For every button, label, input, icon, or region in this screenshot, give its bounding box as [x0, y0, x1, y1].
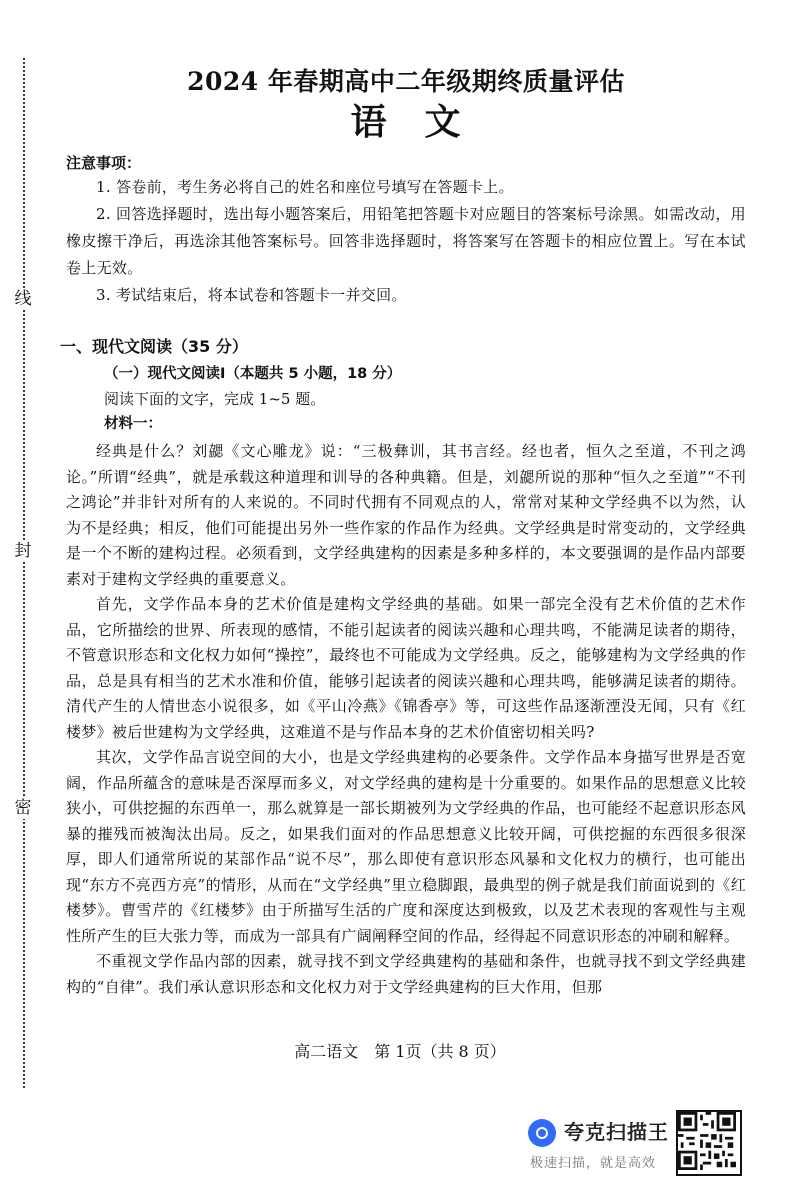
page-footer: 高二语文 第 1页（共 8 页） — [294, 1042, 506, 1061]
reading-instruction: 阅读下面的文字，完成 1~5 题。 — [104, 390, 326, 408]
passage-paragraph: 经典是什么？刘勰《文心雕龙》说：“三极彝训，其书言经。经也者，恒久之至道，不刊之鸿论。”所谓“经典”，就是承载这种道理和训导的各种典籍。但是，刘勰所说的那种“恒久之至道”“不刊之鸿论”并非针对所有的人来说的。不同时代拥有不同观点的人，常常对某种文学经典不以为然，认为不是经典；相反，他们可能提出另外一些作家的作品作为经典。文学经典是时常变动的，文学经典是一个不断的建构过程。必须看到，文学经典建构的因素是多种多样的，本文要强调的是作品内部要素对于建构文学经典的重要意义。 — [66, 442, 746, 588]
passage — [66, 439, 746, 1000]
reading-section — [60, 333, 746, 1000]
quark-logo-icon — [528, 1119, 556, 1147]
watermark-app-name: 夸克扫描王 — [564, 1120, 669, 1144]
passage-paragraph: 不重视文学作品内部的因素，就寻找不到文学经典建构的基础和条件，也就寻找不到文学经典建构的“自律”。我们承认意识形态和文化权力对于文学经典建构的巨大作用，但那 — [66, 952, 746, 996]
subject-title: 语 文 — [350, 101, 462, 143]
note-item: 2. 回答选择题时，选出每小题答案后，用铅笔把答题卡对应题目的答案标号涂黑。如需改动，用橡皮擦干净后，再选涂其他答案标号。回答非选择题时，将答案写在答题卡的相应位置上。写在本试卷上无效。 — [66, 205, 746, 277]
note-item: 3. 考试结束后，将本试卷和答题卡一并交回。 — [96, 286, 407, 304]
material-label: 材料一： — [104, 416, 162, 432]
notes-section — [66, 152, 746, 309]
notes-heading: 注意事项： — [66, 154, 142, 172]
passage-paragraph: 首先，文学作品本身的艺术价值是建构文学经典的基础。如果一部完全没有艺术价值的艺术作品，它所描绘的世界、所表现的感情，不能引起读者的阅读兴趣和心理共鸣，不能满足读者的期待，不管意识形态和文化权力如何“操控”，最终也不可能成为文学经典。反之，能够建构为文学经典的作品，总是具有相当的艺术水准和价值，能够引起读者的阅读兴趣和心理共鸣，能够满足读者的期待。清代产生的人情世态小说很多，如《平山冷燕》《锦香亭》等，可这些作品逐渐湮没无闻，只有《红楼梦》被后世建构为文学经典，这难道不是与作品本身的艺术价值密切相关吗? — [66, 595, 746, 741]
binding-mark-feng: 封 — [12, 540, 34, 562]
note-item: 1. 答卷前，考生务必将自己的姓名和座位号填写在答题卡上。 — [96, 178, 514, 196]
subsection-title: （一）现代文阅读Ⅰ（本题共 5 小题，18 分） — [104, 366, 402, 382]
binding-mark-mi: 密 — [12, 797, 34, 819]
passage-paragraph: 其次，文学作品言说空间的大小，也是文学经典建构的必要条件。文学作品本身描写世界是否宽阔，作品所蕴含的意味是否深厚而多义，对文学经典的建构是十分重要的。如果作品的思想意义比较狭小，可供挖掘的东西单一，那么就算是一部长期被列为文学经典的作品，也可能经不起意识形态风暴的摧残而被淘汰出局。反之，如果我们面对的作品思想意义比较开阔，可供挖掘的东西很多很深厚，即人们通常所说的某部作品“说不尽”，那么即使有意识形态风暴和文化权力的横行，也可能出现“东方不亮西方亮”的情形，从而在“文学经典”里立稳脚跟，最典型的例子就是我们前面说到的《红楼梦》。曹雪芹的《红楼梦》由于所描写生活的广度和深度达到极致，以及艺术表现的客观性与主观性所产生的巨大张力等，而成为一部具有广阔阐释空间的作品，经得起不同意识形态的冲刷和解释。 — [66, 748, 746, 945]
binding-mark-xian: 线 — [12, 288, 34, 310]
watermark-slogan: 极速扫描，就是高效 — [530, 1156, 657, 1171]
binding-dotted-line — [23, 58, 25, 1088]
qr-code-icon — [676, 1110, 742, 1176]
page-content — [60, 66, 746, 1000]
section-title: 一、现代文阅读（35 分） — [60, 337, 248, 356]
exam-title: 2024 年春期高中二年级期终质量评估 — [187, 67, 625, 96]
